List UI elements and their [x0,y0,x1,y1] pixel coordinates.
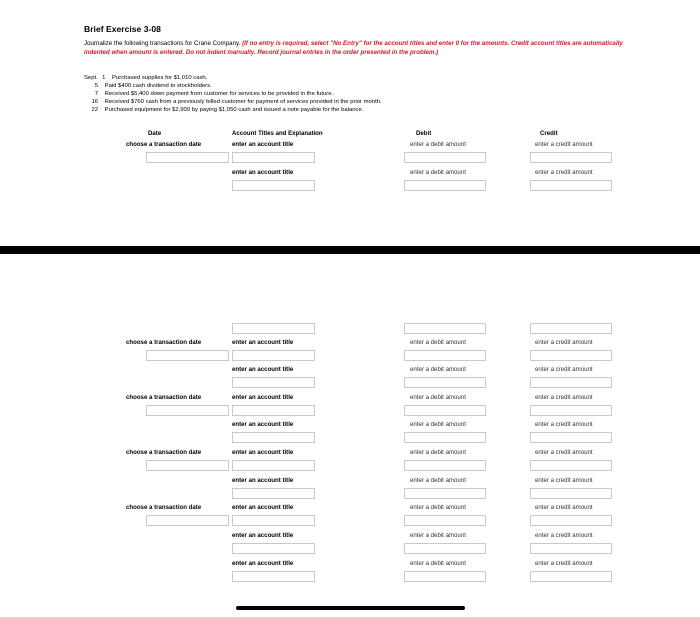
account-title-input[interactable] [232,515,315,526]
debit-input-label: enter a debit amount [410,394,466,401]
date-select-label: choose a transaction date [126,141,202,148]
account-title-input[interactable] [232,405,315,416]
debit-amount-input[interactable] [404,405,486,416]
debit-input-label: enter a debit amount [410,141,466,148]
debit-amount-input[interactable] [404,377,486,388]
credit-amount-input[interactable] [530,460,612,471]
screenshot-divider [0,246,700,254]
account-title-input[interactable] [232,350,315,361]
account-input-label: enter an account title [232,477,294,484]
transaction-day: 16 [91,99,98,105]
credit-amount-input[interactable] [530,377,612,388]
debit-input-label: enter a debit amount [410,339,466,346]
transaction-text: Received $5,400 down payment from customer for services to be provided in the future. [104,91,334,97]
transaction-text: Received $760 cash from a previously billed customer for payment of services provided in the prior month. [104,99,382,105]
debit-input-label: enter a debit amount [410,477,466,484]
debit-amount-input[interactable] [404,152,486,163]
date-select-label: choose a transaction date [126,394,202,401]
transaction-row [84,83,212,89]
credit-amount-input[interactable] [530,543,612,554]
account-input-label: enter an account title [232,366,294,373]
transaction-row [84,75,207,81]
date-select[interactable] [146,405,229,416]
account-title-input[interactable] [232,543,315,554]
debit-input-label: enter a debit amount [410,449,466,456]
credit-input-label: enter a credit amount [535,394,593,401]
transaction-day: 22 [91,107,98,113]
date-select[interactable] [146,350,229,361]
transaction-day: 5 [94,83,98,89]
transaction-text: Purchased equipment for $2,900 by paying $1,050 cash and issued a note payable for the balance. [104,107,364,113]
credit-amount-input[interactable] [530,571,612,582]
transaction-row [84,107,363,113]
date-select[interactable] [146,152,229,163]
debit-amount-input[interactable] [404,432,486,443]
account-column-header: Account Titles and Explanation [232,130,323,137]
debit-amount-input[interactable] [404,460,486,471]
account-input-label: enter an account title [232,421,294,428]
debit-amount-input[interactable] [404,515,486,526]
debit-column-header: Debit [416,130,432,137]
credit-amount-input[interactable] [530,405,612,416]
date-select-label: choose a transaction date [126,449,202,456]
exercise-title: Brief Exercise 3-08 [84,24,161,34]
date-column-header: Date [148,130,162,137]
transaction-text: Paid $400 cash dividend to stockholders. [104,83,212,89]
instructions-text: (If no entry is required, select "No Entry" for the account titles and enter 0 for the amounts. Credit account titles are automatically indented when amount is entered. Do not indent manually. Record journal entries in the order presented in the problem.) [84,40,623,56]
credit-input-label: enter a credit amount [535,449,593,456]
date-select-label: choose a transaction date [126,339,202,346]
debit-input-label: enter a debit amount [410,169,466,176]
account-input-label: enter an account title [232,504,294,511]
debit-amount-input[interactable] [404,571,486,582]
credit-input-label: enter a credit amount [535,421,593,428]
debit-input-label: enter a debit amount [410,366,466,373]
date-select[interactable] [146,460,229,471]
credit-input-label: enter a credit amount [535,560,593,567]
transaction-text: Purchased supplies for $1,010 cash. [112,75,208,81]
account-input-label: enter an account title [232,532,294,539]
credit-input-label: enter a credit amount [535,504,593,511]
account-title-input[interactable] [232,180,315,191]
account-input-label: enter an account title [232,560,294,567]
credit-amount-input[interactable] [530,323,612,334]
credit-input-label: enter a credit amount [535,477,593,484]
credit-input-label: enter a credit amount [535,339,593,346]
credit-column-header: Credit [540,130,558,137]
credit-input-label: enter a credit amount [535,169,593,176]
debit-input-label: enter a debit amount [410,560,466,567]
credit-amount-input[interactable] [530,515,612,526]
account-title-input[interactable] [232,152,315,163]
credit-amount-input[interactable] [530,432,612,443]
account-input-label: enter an account title [232,141,294,148]
account-title-input[interactable] [232,571,315,582]
account-input-label: enter an account title [232,449,294,456]
intro-text: Journalize the following transactions for Crane Company. [84,40,241,47]
transaction-row [84,99,382,105]
credit-amount-input[interactable] [530,152,612,163]
debit-amount-input[interactable] [404,323,486,334]
debit-amount-input[interactable] [404,543,486,554]
account-title-input[interactable] [232,323,315,334]
home-indicator [236,606,465,610]
debit-input-label: enter a debit amount [410,532,466,539]
account-input-label: enter an account title [232,339,294,346]
credit-amount-input[interactable] [530,350,612,361]
transaction-day: 7 [94,91,98,97]
debit-amount-input[interactable] [404,350,486,361]
account-title-input[interactable] [232,460,315,471]
account-title-input[interactable] [232,488,315,499]
debit-input-label: enter a debit amount [410,504,466,511]
debit-input-label: enter a debit amount [410,421,466,428]
credit-amount-input[interactable] [530,180,612,191]
credit-amount-input[interactable] [530,488,612,499]
transaction-row [84,91,333,97]
transaction-month: Sept. [84,75,98,81]
credit-input-label: enter a credit amount [535,532,593,539]
debit-amount-input[interactable] [404,488,486,499]
debit-amount-input[interactable] [404,180,486,191]
credit-input-label: enter a credit amount [535,366,593,373]
account-input-label: enter an account title [232,394,294,401]
account-title-input[interactable] [232,377,315,388]
instructions-block [84,40,624,57]
transaction-day: 1 [102,75,106,81]
account-input-label: enter an account title [232,169,294,176]
account-title-input[interactable] [232,432,315,443]
date-select[interactable] [146,515,229,526]
date-select-label: choose a transaction date [126,504,202,511]
credit-input-label: enter a credit amount [535,141,593,148]
